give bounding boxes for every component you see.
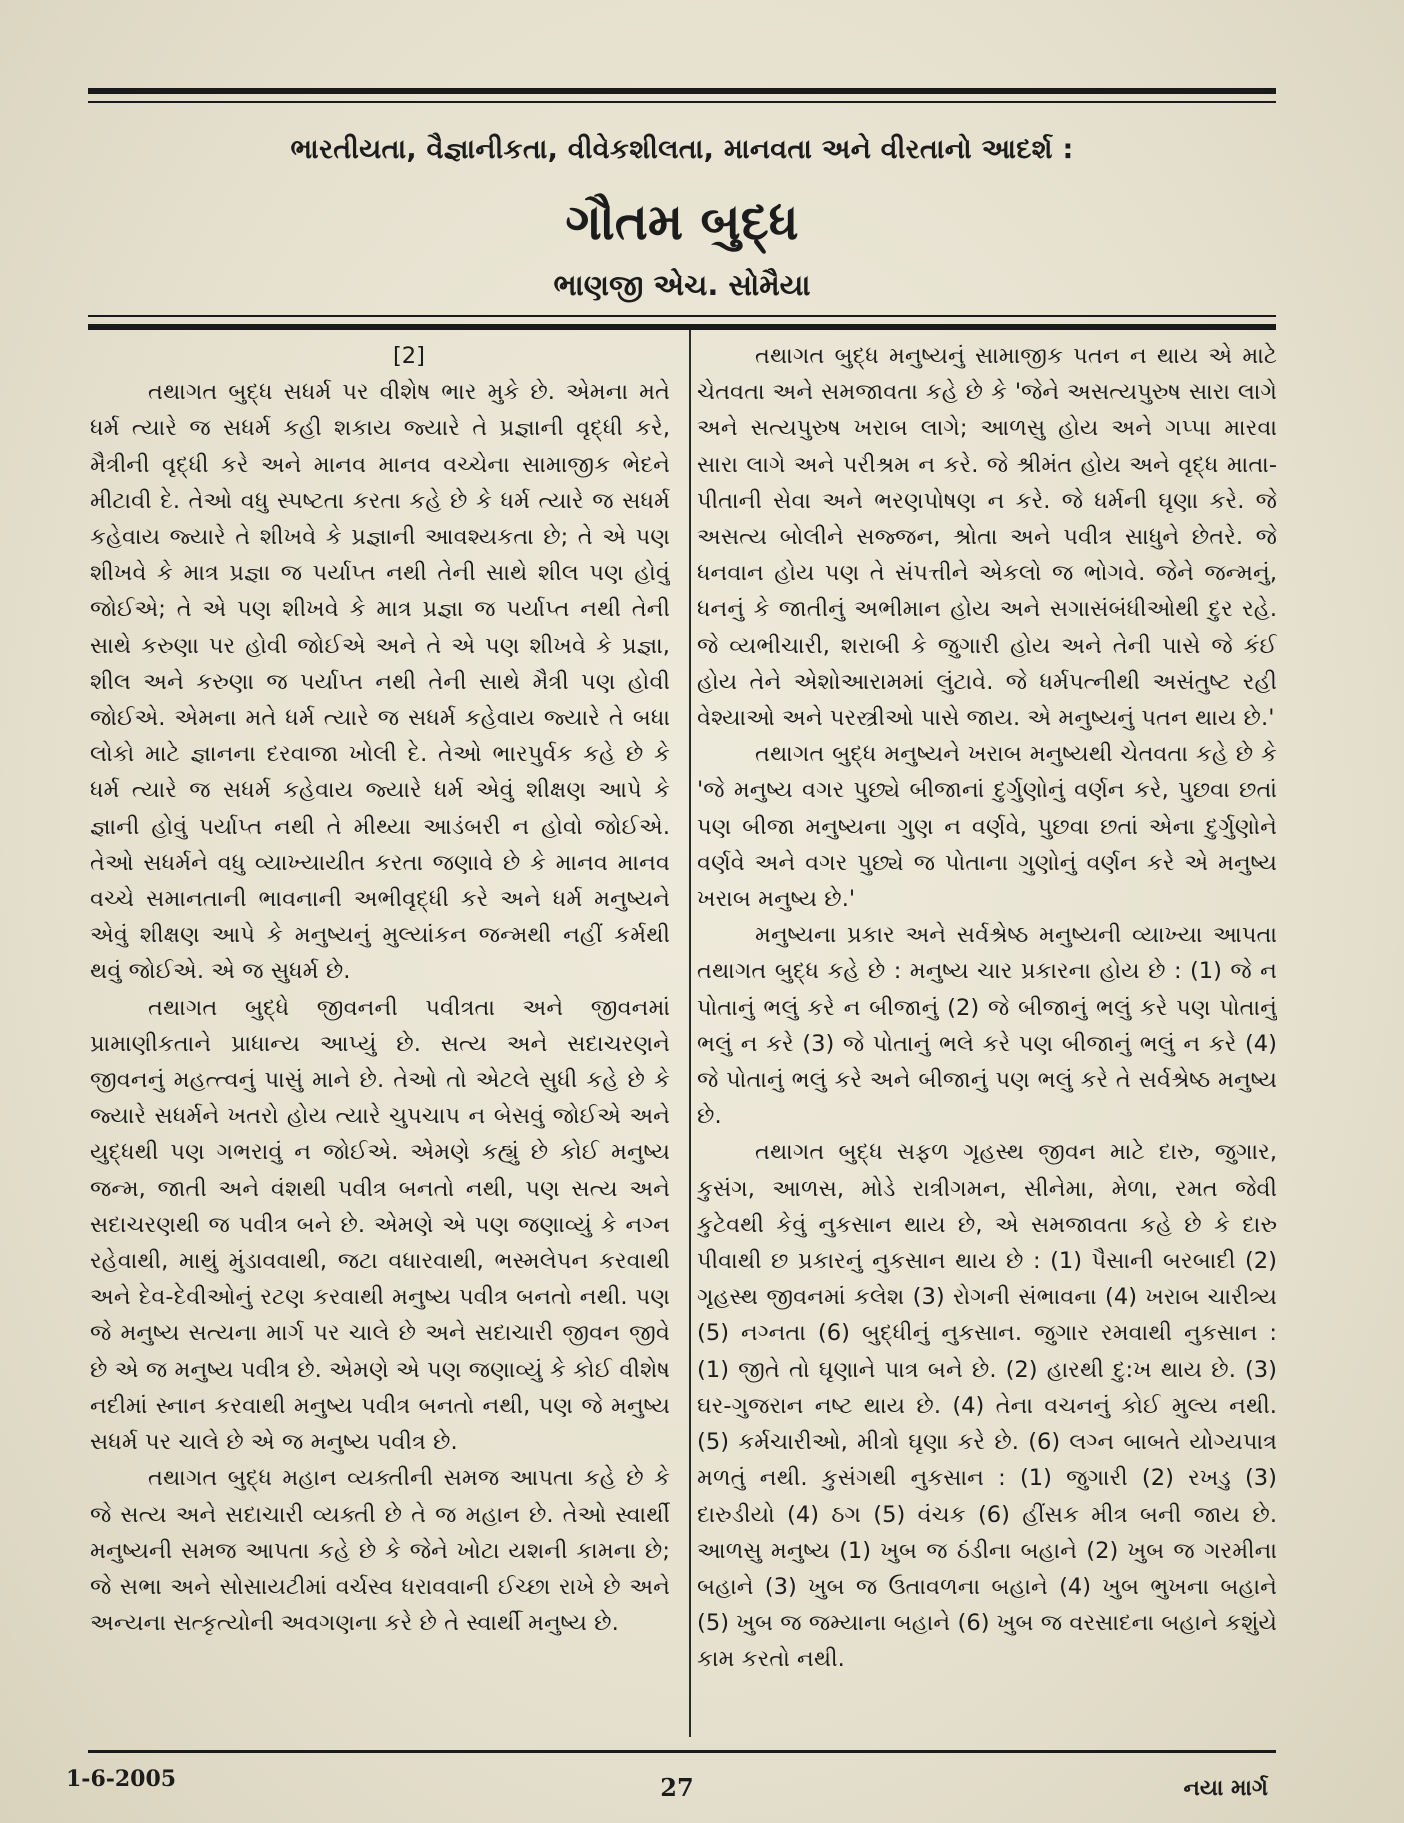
title-rule-thick (88, 324, 1276, 330)
part-number: [2] (392, 343, 425, 369)
left-column (90, 338, 670, 1743)
title-rule-thin (88, 315, 1276, 317)
magazine-name: નયા માર્ગ (1183, 1776, 1268, 1801)
page-number: 27 (660, 1773, 694, 1802)
article-title: ગૌતમ બુદ્ધ (565, 193, 799, 251)
left-paragraph: તથાગત બુદ્ધે જીવનની પવીત્રતા અને જીવનમાં પ્રામાણીકતાને પ્રાધાન્ય આપ્યું છે. સત્ય અને સદાચરણને જીવનનું મહત્ત્વનું પાસું માને છે. તેઓ તો એટલે સુધી કહે છે કે જ્યારે સધર્મને ખતરો હોય ત્યારે ચુપચાપ ન બેસવું જોઈએ અને યુદ્ધથી પણ ગભરાવું ન જોઈએ. એમણે કહ્યું છે કોઈ મનુષ્ય જન્મ, જાતી અને વંશથી પવીત્ર બનતો નથી, પણ સત્ય અને સદાચરણથી જ પવીત્ર બને છે. એમણે એ પણ જણાવ્યું કે નગ્ન રહેવાથી, માથું મુંડાવવાથી, જટા વધારવાથી, ભસ્મલેપન કરવાથી અને દેવ-દેવીઓનું રટણ કરવાથી મનુષ્ય પવીત્ર બનતો નથી. પણ જે મનુષ્ય સત્યના માર્ગ પર ચાલે છે અને સદાચારી જીવન જીવે છે એ જ મનુષ્ય પવીત્ર છે. એમણે એ પણ જણાવ્યું કે કોઈ વીશેષ નદીમાં સ્નાન કરવાથી મનુષ્ય પવીત્ર બનતો નથી, પણ જે મનુષ્ય સધર્મ પર ચાલે છે એ જ મનુષ્ય પવીત્ર છે. (90, 994, 670, 1456)
right-paragraph: મનુષ્યના પ્રકાર અને સર્વશ્રેષ્ઠ મનુષ્યની વ્યાખ્યા આપતા તથાગત બુદ્ધ કહે છે : મનુષ્ય ચાર પ્રકારના હોય છે : (1) જે ન પોતાનું ભલું કરે ન બીજાનું (2) જે બીજાનું ભલું કરે પણ પોતાનું ભલું ન કરે (3) જે પોતાનું ભલે કરે પણ બીજાનું ભલું ન કરે (4) જે પોતાનું ભલું કરે અને બીજાનું પણ ભલું કરે તે સર્વશ્રેષ્ઠ મનુષ્ય છે. (697, 922, 1277, 1130)
footer-rule (88, 1750, 1276, 1753)
column-divider (689, 330, 691, 1737)
header-rule-thick (88, 88, 1276, 94)
header-rule-thin (88, 101, 1276, 103)
issue-date: 1-6-2005 (66, 1766, 177, 1792)
right-paragraph: તથાગત બુદ્ધ મનુષ્યનું સામાજીક પતન ન થાય એ માટે ચેતવતા અને સમજાવતા કહે છે કે 'જેને અસત્યપુરુષ સારા લાગે અને સત્યપુરુષ ખરાબ લાગે; આળસુ હોય અને ગપ્પા મારવા સારા લાગે અને પરીશ્રમ ન કરે. જે શ્રીમંત હોય અને વૃદ્ધ માતા-પીતાની સેવા અને ભરણપોષણ ન કરે. જે ધર્મની ઘૃણા કરે. જે અસત્ય બોલીને સજ્જન, શ્રોતા અને પવીત્ર સાધુને છેતરે. જે ધનવાન હોય પણ તે સંપત્તીને એકલો જ ભોગવે. જેને જન્મનું, ધનનું કે જાતીનું અભીમાન હોય અને સગાસંબંધીઓથી દુર રહે. જે વ્યભીચારી, શરાબી કે જુગારી હોય અને તેની પાસે જે કંઈ હોય તેને એશોઆરામમાં લુંટાવે. જે ધર્મપત્નીથી અસંતુષ્ટ રહી વેશ્યાઓ અને પરસ્ત્રીઓ પાસે જાય. એ મનુષ્યનું પતન થાય છે.' (697, 343, 1277, 732)
right-paragraph: તથાગત બુદ્ધ સફળ ગૃહસ્થ જીવન માટે દારુ, જુગાર, કુસંગ, આળસ, મોડે રાત્રીગમન, સીનેમા, મેળા, રમત જેવી કુટેવથી કેવું નુકસાન થાય છે, એ સમજાવતા કહે છે કે દારુ પીવાથી છ પ્રકારનું નુકસાન થાય છે : (1) પૈસાની બરબાદી (2) ગૃહસ્થ જીવનમાં કલેશ (3) રોગની સંભાવના (4) ખરાબ ચારીત્ર્ય (5) નગ્નતા (6) બુદ્ધીનું નુકસાન. જુગાર રમવાથી નુકસાન : (1) જીતે તો ઘૃણાને પાત્ર બને છે. (2) હારથી દુ:ખ થાય છે. (3) ઘર-ગુજરાન નષ્ટ થાય છે. (4) તેના વચનનું કોઈ મુલ્ય નથી. (5) કર્મચારીઓ, મીત્રો ઘૃણા કરે છે. (6) લગ્ન બાબતે યોગ્યપાત્ર મળતું નથી. કુસંગથી નુકસાન : (1) જુગારી (2) રખડુ (3) દારુડીયો (4) ઠગ (5) વંચક (6) હીંસક મીત્ર બની જાય છે. આળસુ મનુષ્ય (1) ખુબ જ ઠંડીના બહાને (2) ખુબ જ ગરમીના બહાને (3) ખુબ જ ઉતાવળના બહાને (4) ખુબ ભુખના બહાને (5) ખુબ જ જમ્યાના બહાને (6) ખુબ જ વરસાદના બહાને કશુંયે કામ કરતો નથી. (697, 1139, 1277, 1673)
article-author: ભાણજી એચ. સોમૈયા (553, 268, 811, 302)
right-column (697, 338, 1277, 1743)
left-paragraph: તથાગત બુદ્ધ મહાન વ્યક્તીની સમજ આપતા કહે છે કે જે સત્ય અને સદાચારી વ્યક્તી છે તે જ મહાન છે. તેઓ સ્વાર્થી મનુષ્યની સમજ આપતા કહે છે કે જેને ખોટા યશની કામના છે; જે સભા અને સોસાયટીમાં વર્ચસ્વ ધરાવવાની ઈચ્છા રાખે છે અને અન્યના સત્કૃત્યોની અવગણના કરે છે તે સ્વાર્થી મનુષ્ય છે. (90, 1465, 670, 1637)
right-paragraph: તથાગત બુદ્ધ મનુષ્યને ખરાબ મનુષ્યથી ચેતવતા કહે છે કે 'જે મનુષ્ય વગર પુછ્યે બીજાનાં દુર્ગુણોનું વર્ણન કરે, પુછવા છતાં પણ બીજા મનુષ્યના ગુણ ન વર્ણવે, પુછવા છતાં એના દુર્ગુણોને વર્ણવે અને વગર પુછ્યે જ પોતાના ગુણોનું વર્ણન કરે એ મનુષ્ય ખરાબ મનુષ્ય છે.' (697, 741, 1277, 913)
article-kicker: ભારતીયતા, વૈજ્ઞાનીકતા, વીવેકશીલતા, માનવતા અને વીરતાનો આદર્શ : (290, 134, 1074, 165)
left-paragraph: તથાગત બુદ્ધ સધર્મ પર વીશેષ ભાર મુકે છે. એમના મતે ધર્મ ત્યારે જ સધર્મ કહી શકાય જ્યારે તે પ્રજ્ઞાની વૃદ્ધી કરે, મૈત્રીની વૃદ્ધી કરે અને માનવ માનવ વચ્ચેના સામાજીક ભેદને મીટાવી દે. તેઓ વધુ સ્પષ્ટતા કરતા કહે છે કે ધર્મ ત્યારે જ સધર્મ કહેવાય જ્યારે તે શીખવે કે પ્રજ્ઞાની આવશ્યકતા છે; તે એ પણ શીખવે કે માત્ર પ્રજ્ઞા જ પર્યાપ્ત નથી તેની સાથે શીલ પણ હોવું જોઈએ; તે એ પણ શીખવે કે માત્ર પ્રજ્ઞા જ પર્યાપ્ત નથી તેની સાથે કરુણા પર હોવી જોઈએ અને તે એ પણ શીખવે કે પ્રજ્ઞા, શીલ અને કરુણા જ પર્યાપ્ત નથી તેની સાથે મૈત્રી પણ હોવી જોઈએ. એમના મતે ધર્મ ત્યારે જ સધર્મ કહેવાય જ્યારે તે બધા લોકો માટે જ્ઞાનના દરવાજા ખોલી દે. તેઓ ભારપુર્વક કહે છે કે ધર્મ ત્યારે જ સધર્મ કહેવાય જ્યારે ધર્મ એવું શીક્ષણ આપે કે જ્ઞાની હોવું પર્યાપ્ત નથી તે મીથ્યા આડંબરી ન હોવો જોઈએ. તેઓ સધર્મને વધુ વ્યાખ્યાયીત કરતા જણાવે છે કે માનવ માનવ વચ્ચે સમાનતાની ભાવનાની અભીવૃદ્ધી કરે અને ધર્મ મનુષ્યને એવું શીક્ષણ આપે કે મનુષ્યનું મુલ્યાંકન જન્મથી નહીં કર્મથી થવું જોઈએ. એ જ સુધર્મ છે. (90, 379, 670, 985)
